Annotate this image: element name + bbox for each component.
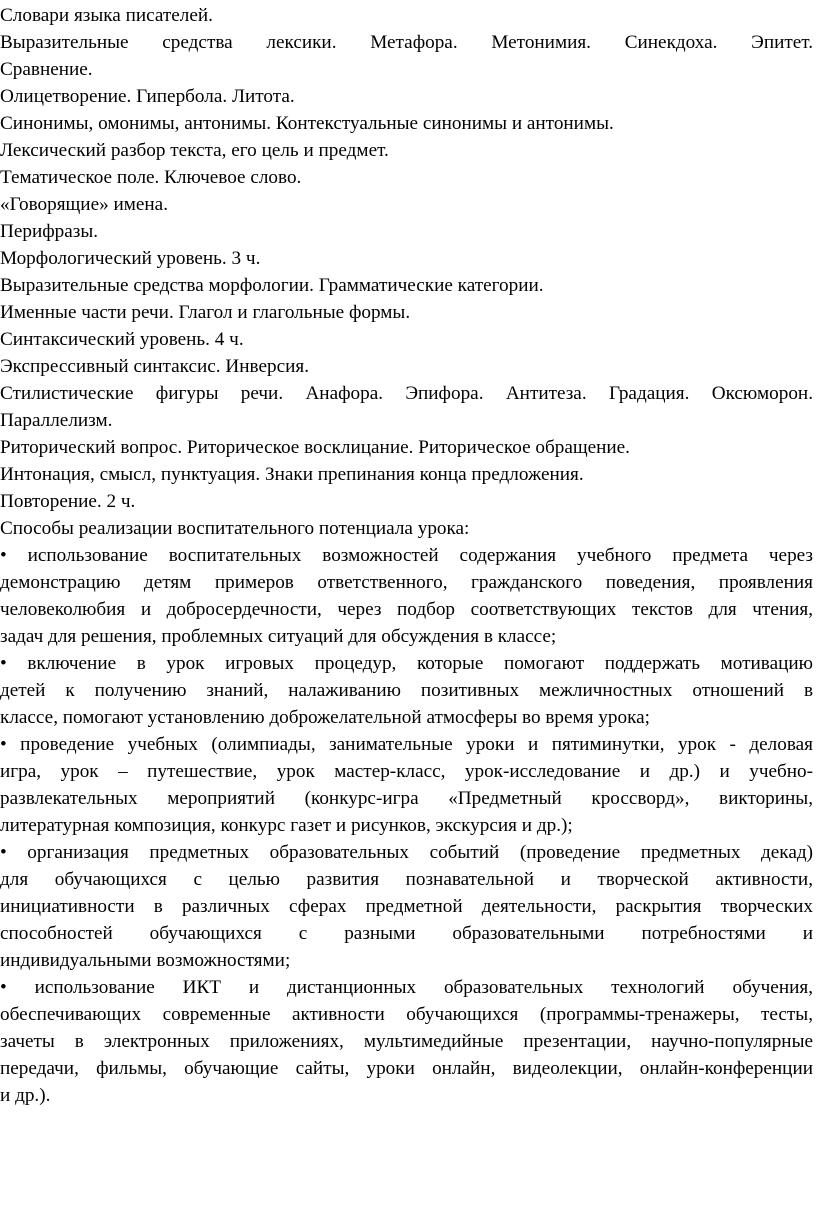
text-line: Выразительные средства морфологии. Грамматические категории. <box>0 275 544 296</box>
bullet-line: человеколюбия и добросердечности, через подбор соответствующих текстов для чтения, <box>0 599 813 620</box>
bullet-line: • организация предметных образовательных событий (проведение предметных декад) <box>0 842 813 863</box>
text-line: Сравнение. <box>0 59 93 80</box>
section-heading: Морфологический уровень. 3 ч. <box>0 248 261 269</box>
bullet-line: задач для решения, проблемных ситуаций для обсуждения в классе; <box>0 626 557 647</box>
bullet-line: литературная композиция, конкурс газет и рисунков, экскурсия и др.); <box>0 815 573 836</box>
text-line: Тематическое поле. Ключевое слово. <box>0 167 302 188</box>
text-line: Словари языка писателей. <box>0 5 213 26</box>
text-line: Лексический разбор текста, его цель и предмет. <box>0 140 389 161</box>
text-line: Интонация, смысл, пунктуация. Знаки препинания конца предложения. <box>0 464 584 485</box>
text-line: Выразительные средства лексики. Метафора. Метонимия. Синекдоха. Эпитет. <box>0 32 813 53</box>
bullet-line: игра, урок – путешествие, урок мастер-класс, урок-исследование и др.) и учебно- <box>0 761 813 782</box>
text-line: Стилистические фигуры речи. Анафора. Эпифора. Антитеза. Градация. Оксюморон. <box>0 383 813 404</box>
text-line: Экспрессивный синтаксис. Инверсия. <box>0 356 309 377</box>
bullet-line: передачи, фильмы, обучающие сайты, уроки онлайн, видеолекции, онлайн-конференции <box>0 1058 813 1079</box>
text-line: Риторический вопрос. Риторическое восклицание. Риторическое обращение. <box>0 437 630 458</box>
section-heading: Повторение. 2 ч. <box>0 491 136 512</box>
document-page <box>0 2 813 1109</box>
bullet-line: индивидуальными возможностями; <box>0 950 291 971</box>
text-line: Перифразы. <box>0 221 99 242</box>
section-heading: Синтаксический уровень. 4 ч. <box>0 329 244 350</box>
bullet-line: зачеты в электронных приложениях, мультимедийные презентации, научно-популярные <box>0 1031 813 1052</box>
bullet-item <box>0 974 813 1109</box>
text-line: Способы реализации воспитательного потенциала урока: <box>0 518 470 539</box>
bullet-line: классе, помогают установлению доброжелательной атмосферы во время урока; <box>0 707 650 728</box>
bullet-line: и др.). <box>0 1085 51 1106</box>
text-line: Параллелизм. <box>0 410 113 431</box>
bullet-line: способностей обучающихся с разными образовательными потребностями и <box>0 923 813 944</box>
text-line: Именные части речи. Глагол и глагольные формы. <box>0 302 411 323</box>
bullet-line: развлекательных мероприятий (конкурс-игра «Предметный кроссворд», викторины, <box>0 788 813 809</box>
bullet-line: инициативности в различных сферах предметной деятельности, раскрытия творческих <box>0 896 813 917</box>
bullet-line: обеспечивающих современные активности обучающихся (программы-тренажеры, тесты, <box>0 1004 813 1025</box>
bullet-item <box>0 839 813 974</box>
text-line: Олицетворение. Гипербола. Литота. <box>0 86 295 107</box>
bullet-line: • проведение учебных (олимпиады, занимательные уроки и пятиминутки, урок - деловая <box>0 734 813 755</box>
bullet-item <box>0 650 813 731</box>
bullet-line: для обучающихся с целью развития познавательной и творческой активности, <box>0 869 813 890</box>
bullet-line: • использование воспитательных возможностей содержания учебного предмета через <box>0 545 813 566</box>
bullet-item <box>0 731 813 839</box>
bullet-line: детей к получению знаний, налаживанию позитивных межличностных отношений в <box>0 680 813 701</box>
bullet-line: • использование ИКТ и дистанционных образовательных технологий обучения, <box>0 977 813 998</box>
bullet-line: демонстрацию детям примеров ответственного, гражданского поведения, проявления <box>0 572 813 593</box>
text-line: «Говорящие» имена. <box>0 194 168 215</box>
text-line: Синонимы, омонимы, антонимы. Контекстуальные синонимы и антонимы. <box>0 113 614 134</box>
bullet-line: • включение в урок игровых процедур, которые помогают поддержать мотивацию <box>0 653 813 674</box>
bullet-item <box>0 542 813 650</box>
